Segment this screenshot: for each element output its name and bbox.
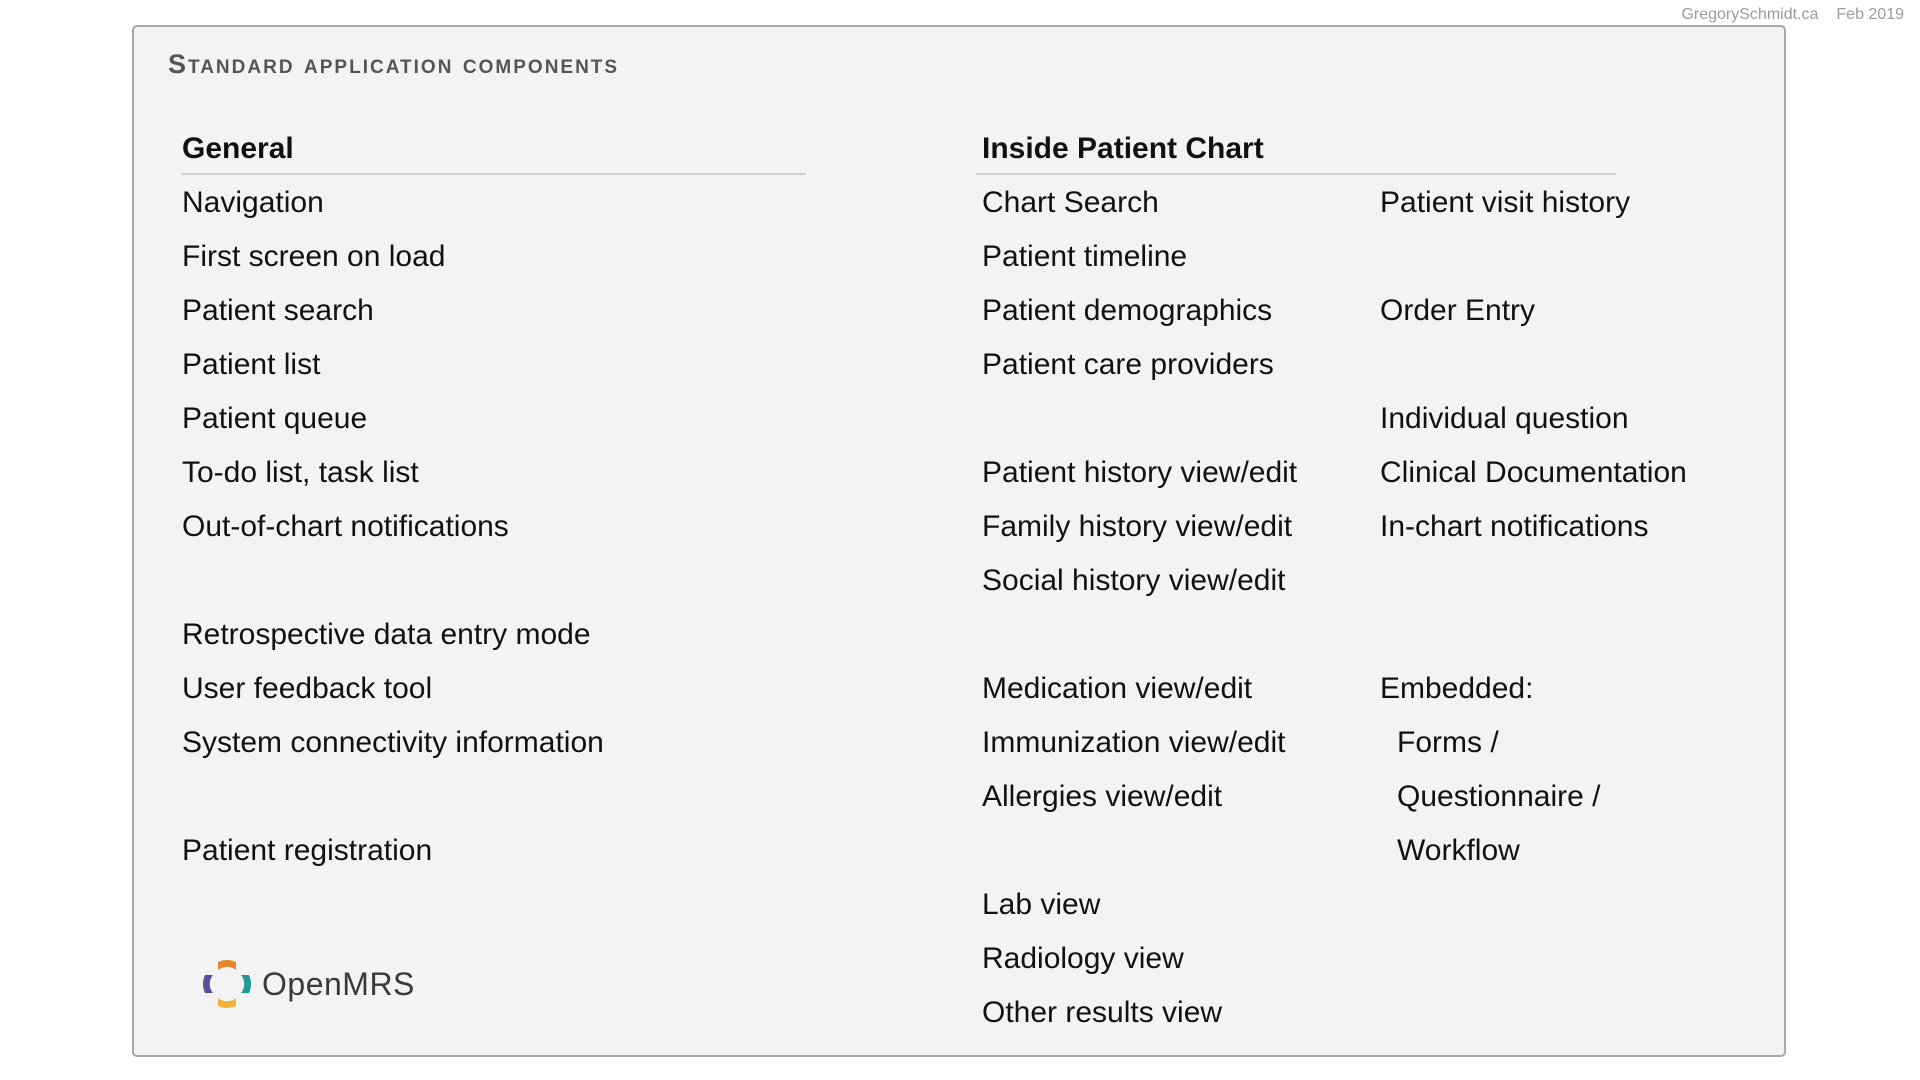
- general-item: Patient search: [182, 294, 374, 327]
- openmrs-logo-icon: [202, 959, 252, 1009]
- general-item: Navigation: [182, 186, 324, 219]
- chart-item: Patient demographics: [982, 294, 1273, 327]
- chart-item: Workflow: [1397, 834, 1520, 867]
- chart-item: Radiology view: [982, 942, 1184, 975]
- components-panel: [132, 25, 1786, 1057]
- chart-item: Forms /: [1397, 726, 1499, 759]
- panel-title: Standard application components: [168, 49, 620, 79]
- chart-item: Immunization view/edit: [982, 726, 1286, 759]
- general-item: Patient registration: [182, 834, 433, 867]
- chart-item: Individual question: [1380, 402, 1629, 435]
- general-header: General: [182, 131, 806, 175]
- general-column: [182, 131, 806, 867]
- chart-item: Order Entry: [1380, 294, 1536, 327]
- general-item: Out-of-chart notifications: [182, 510, 509, 543]
- chart-item: Allergies view/edit: [982, 780, 1223, 813]
- chart-item: Social history view/edit: [982, 564, 1286, 597]
- page-credit: [1681, 6, 1904, 24]
- general-item: Patient list: [182, 348, 321, 381]
- chart-item: Patient history view/edit: [982, 456, 1298, 489]
- chart-item: Chart Search: [982, 186, 1159, 219]
- openmrs-logo: [202, 959, 415, 1009]
- credit-site: GregorySchmidt.ca: [1681, 6, 1819, 23]
- general-item: To-do list, task list: [182, 456, 419, 489]
- chart-column: [982, 131, 1687, 1029]
- general-item: Patient queue: [182, 402, 368, 435]
- chart-item: Other results view: [982, 996, 1223, 1029]
- general-item: First screen on load: [182, 240, 446, 273]
- chart-item: Questionnaire /: [1397, 780, 1601, 813]
- openmrs-logo-text: OpenMRS: [262, 965, 415, 1002]
- chart-item: Patient care providers: [982, 348, 1274, 381]
- chart-item: Patient visit history: [1380, 186, 1631, 219]
- chart-item: Embedded:: [1380, 672, 1534, 705]
- general-item: System connectivity information: [182, 726, 604, 759]
- general-item: Retrospective data entry mode: [182, 618, 591, 651]
- chart-item: Family history view/edit: [982, 510, 1293, 543]
- chart-item: Clinical Documentation: [1380, 456, 1687, 489]
- chart-item: In-chart notifications: [1380, 510, 1649, 543]
- chart-item: Lab view: [982, 888, 1101, 921]
- general-item: User feedback tool: [182, 672, 433, 705]
- chart-header: Inside Patient Chart: [976, 131, 1616, 175]
- credit-date: Feb 2019: [1836, 6, 1904, 23]
- chart-item: Medication view/edit: [982, 672, 1253, 705]
- chart-item: Patient timeline: [982, 240, 1188, 273]
